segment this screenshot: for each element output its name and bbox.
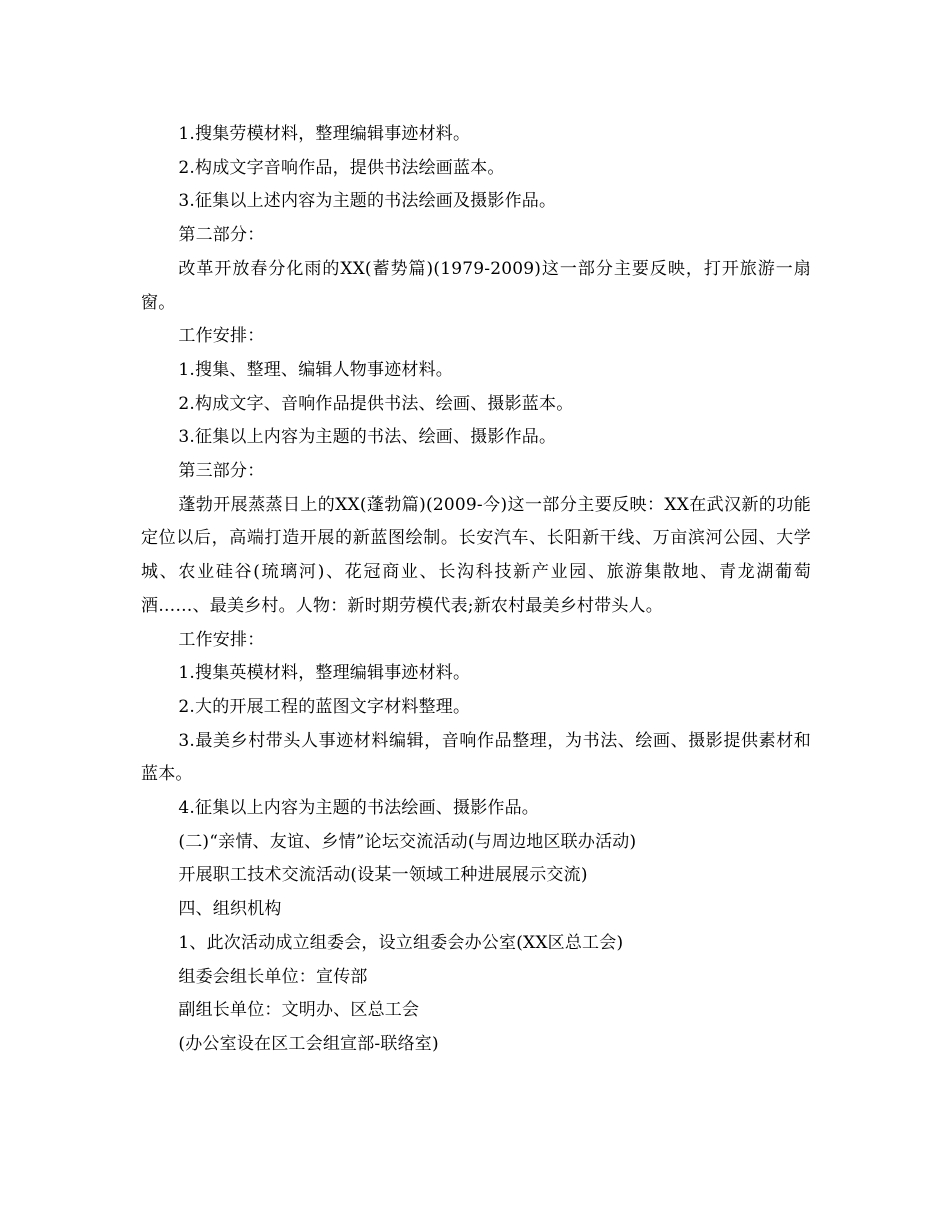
paragraph: 1.搜集英模材料，整理编辑事迹材料。 [178,663,471,684]
section-heading: 第三部分： [178,461,265,482]
paragraph: 蓬勃开展蒸蒸日上的XX(蓬勃篇)(2009-今)这一部分主要反映：XX在武汉新的功能定位以后，高端打造开展的新蓝图绘制。长安汽车、长阳新干线、万亩滨河公园、大学城、农业硅谷(琉璃河)、花冠商业、长沟科技新产业园、旅游集散地、青龙湖葡萄酒……、最美乡村。人物：新时期劳模代表;新农村最美乡村带头人。 [141,494,811,616]
paragraph: 4.征集以上内容为主题的书法绘画、摄影作品。 [178,798,540,819]
paragraph: 1、此次活动成立组委会，设立组委会办公室(XX区总工会) [178,932,624,953]
paragraph: (办公室设在区工会组宣部-联络室) [178,1033,439,1054]
subsection-heading: 工作安排： [178,326,265,347]
paragraph: (二)“亲情、友谊、乡情”论坛交流活动(与周边地区联办活动) [178,831,637,852]
paragraph: 2.大的开展工程的蓝图文字材料整理。 [178,696,471,717]
document-body [141,118,811,1062]
paragraph: 3.征集以上内容为主题的书法、绘画、摄影作品。 [178,427,557,448]
paragraph: 1.搜集劳模材料，整理编辑事迹材料。 [178,124,471,144]
paragraph: 组委会组长单位：宣传部 [178,966,368,987]
paragraph: 开展职工技术交流活动(设某一领域工种进展展示交流) [178,865,588,886]
paragraph: 副组长单位：文明办、区总工会 [178,1000,420,1021]
paragraph: 1.搜集、整理、编辑人物事迹材料。 [178,359,454,380]
paragraph: 2.构成文字音响作品，提供书法绘画蓝本。 [178,157,505,178]
section-heading: 第二部分： [178,225,265,246]
paragraph: 改革开放春分化雨的XX(蓄势篇)(1979-2009)这一部分主要反映，打开旅游一扇窗。 [141,258,811,313]
paragraph: 3.征集以上述内容为主题的书法绘画及摄影作品。 [178,191,557,212]
subsection-heading: 工作安排： [178,629,265,650]
section-heading: 四、组织机构 [178,899,282,920]
paragraph: 2.构成文字、音响作品提供书法、绘画、摄影蓝本。 [178,393,574,414]
paragraph: 3.最美乡村带头人事迹材料编辑，音响作品整理，为书法、绘画、摄影提供素材和蓝本。 [141,730,811,785]
